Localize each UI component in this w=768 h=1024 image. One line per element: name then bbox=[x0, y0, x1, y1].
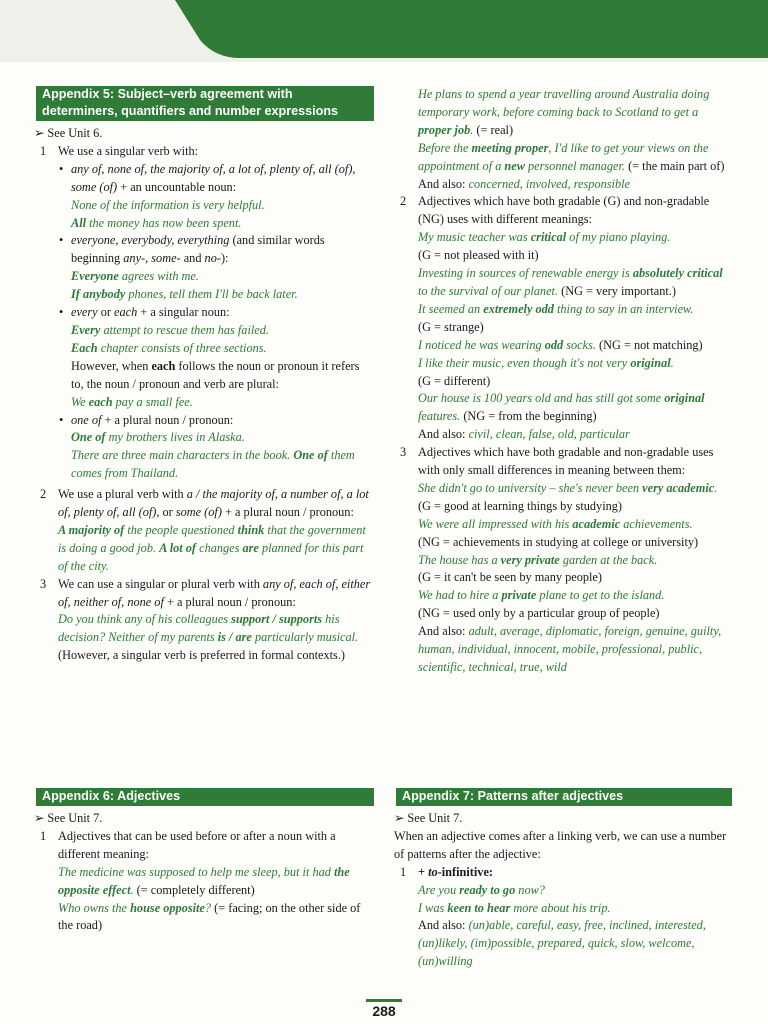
gloss: (G = strange) bbox=[418, 319, 484, 334]
example: Each chapter consists of three sections. bbox=[71, 340, 267, 355]
gloss: (NG = achievements in studying at college or university) bbox=[418, 534, 699, 549]
example: The medicine was supposed to help me sleep, but it had the opposite effect. (= completely different) bbox=[58, 864, 350, 897]
example: Are you ready to go now? bbox=[418, 882, 545, 897]
a7-point-1: 1 + to-infinitive: bbox=[400, 864, 494, 879]
appendix7-section bbox=[394, 788, 732, 971]
example: She didn't go to university – she's never been very academic. (G = good at learning things by studying) bbox=[418, 480, 718, 513]
example: One of my brothers lives in Alaska. bbox=[71, 430, 245, 445]
see-unit-6: ➢ See Unit 6. bbox=[34, 126, 103, 140]
a5-bullet-2: • everyone, everybody, everything (and similar words beginning any-, some- and no-): bbox=[59, 233, 325, 266]
see-unit-7: ➢ See Unit 7. bbox=[34, 811, 103, 825]
example: Investing in sources of renewable energy is absolutely critical to the survival of our planet. (NG = very important.) bbox=[418, 266, 723, 298]
example: I like their music, even though it's not very original. bbox=[418, 355, 674, 370]
example: I was keen to hear more about his trip. bbox=[418, 900, 611, 915]
example: Everyone agrees with me. bbox=[71, 269, 199, 284]
example: All the money has now been spent. bbox=[71, 215, 242, 230]
example: We were all impressed with his academic achievements. bbox=[418, 516, 693, 531]
note: (However, a singular verb is preferred in formal contexts.) bbox=[58, 648, 346, 663]
example: Every attempt to rescue them has failed. bbox=[71, 322, 269, 337]
page-number: 288 bbox=[366, 999, 402, 1019]
top-decor-band bbox=[0, 0, 768, 62]
example: The house has a very private garden at the back. bbox=[418, 552, 658, 567]
gloss: (G = different) bbox=[418, 373, 491, 388]
example: My music teacher was critical of my piano playing. bbox=[418, 230, 671, 245]
a5-bullet-3: • every or each + a singular noun: bbox=[59, 305, 230, 320]
appendix6-title: Appendix 6: Adjectives bbox=[36, 788, 374, 806]
example: A majority of the people questioned think that the government is doing a good job. A lot of changes are planned for this part of the city. bbox=[58, 522, 366, 573]
example: Do you think any of his colleagues support / supports his decision? Neither of my parents is / are particularly musical. bbox=[58, 612, 359, 645]
a5-point-1: 1 We use a singular verb with: bbox=[40, 143, 199, 158]
a7-intro: When an adjective comes after a linking verb, we can use a number of patterns after the adjective: bbox=[394, 828, 727, 861]
example: There are three main characters in the book. One of them comes from Thailand. bbox=[71, 448, 355, 481]
gloss: (NG = used only by a particular group of people) bbox=[418, 606, 660, 621]
also-list: And also: (un)able, careful, easy, free, inclined, interested, (un)likely, (im)possible, prepared, quick, slow, welcome, (un)willing bbox=[418, 918, 706, 969]
appendix6-section bbox=[34, 788, 374, 935]
also-list: And also: concerned, involved, responsible bbox=[418, 176, 630, 191]
see-unit-7: ➢ See Unit 7. bbox=[394, 811, 463, 825]
appendix5-title: Appendix 5: Subject–verb agreement with determiners, quantifiers and number expressions bbox=[36, 86, 374, 121]
appendix7-title: Appendix 7: Patterns after adjectives bbox=[396, 788, 732, 806]
example: It seemed an extremely odd thing to say in an interview. bbox=[418, 301, 694, 316]
gloss: (G = it can't be seen by many people) bbox=[418, 570, 602, 585]
example: We had to hire a private plane to get to the island. bbox=[418, 588, 665, 603]
example: Before the meeting proper, I'd like to get your views on the appointment of a new personnel manager. (= the main part of) bbox=[418, 140, 725, 173]
a5c-point-2: 2 Adjectives which have both gradable (G) and non-gradable (NG) uses with different meanings: bbox=[400, 194, 710, 227]
a5-point-3: 3 We can use a singular or plural verb with any of, each of, either of, neither of, none of + a plural noun / pronoun: bbox=[40, 576, 371, 609]
a5-bullet-4: • one of + a plural noun / pronoun: bbox=[59, 412, 234, 427]
example: He plans to spend a year travelling around Australia doing temporary work, before coming back to Scotland to get a proper job. (= real) bbox=[418, 87, 710, 137]
note: However, when each follows the noun or pronoun it refers to, the noun / pronoun and verb are plural: bbox=[71, 358, 360, 391]
also-list: And also: civil, clean, false, old, particular bbox=[418, 427, 630, 442]
example: Our house is 100 years old and has still got some original features. (NG = from the beginning) bbox=[418, 391, 705, 424]
example: We each pay a small fee. bbox=[71, 394, 193, 409]
a5c-point-3: 3 Adjectives which have both gradable and non-gradable uses with only small differences in meaning between them: bbox=[400, 445, 714, 478]
example: Who owns the house opposite? (= facing; on the other side of the road) bbox=[58, 900, 361, 933]
appendix5-continued bbox=[394, 86, 732, 677]
also-list: And also: adult, average, diplomatic, foreign, genuine, guilty, human, individual, innocent, mobile, professional, public, scientific, technical, true, wild bbox=[418, 624, 722, 674]
a6-point-1: 1 Adjectives that can be used before or after a noun with a different meaning: bbox=[40, 828, 336, 861]
example: I noticed he was wearing odd socks. (NG = not matching) bbox=[418, 337, 703, 352]
appendix5-section bbox=[34, 86, 374, 665]
a5-bullet-1: • any of, none of, the majority of, a lot of, plenty of, all (of), some (of) + an uncountable noun: bbox=[59, 161, 356, 194]
top-green-tab bbox=[0, 0, 768, 62]
gloss: (G = not pleased with it) bbox=[418, 248, 539, 263]
a5-point-2: 2 We use a plural verb with a / the majority of, a number of, a lot of, plenty of, all (of), or some (of) + a plural noun / pronoun: bbox=[40, 487, 369, 520]
example: None of the information is very helpful. bbox=[71, 197, 265, 212]
example: If anybody phones, tell them I'll be back later. bbox=[71, 287, 298, 302]
